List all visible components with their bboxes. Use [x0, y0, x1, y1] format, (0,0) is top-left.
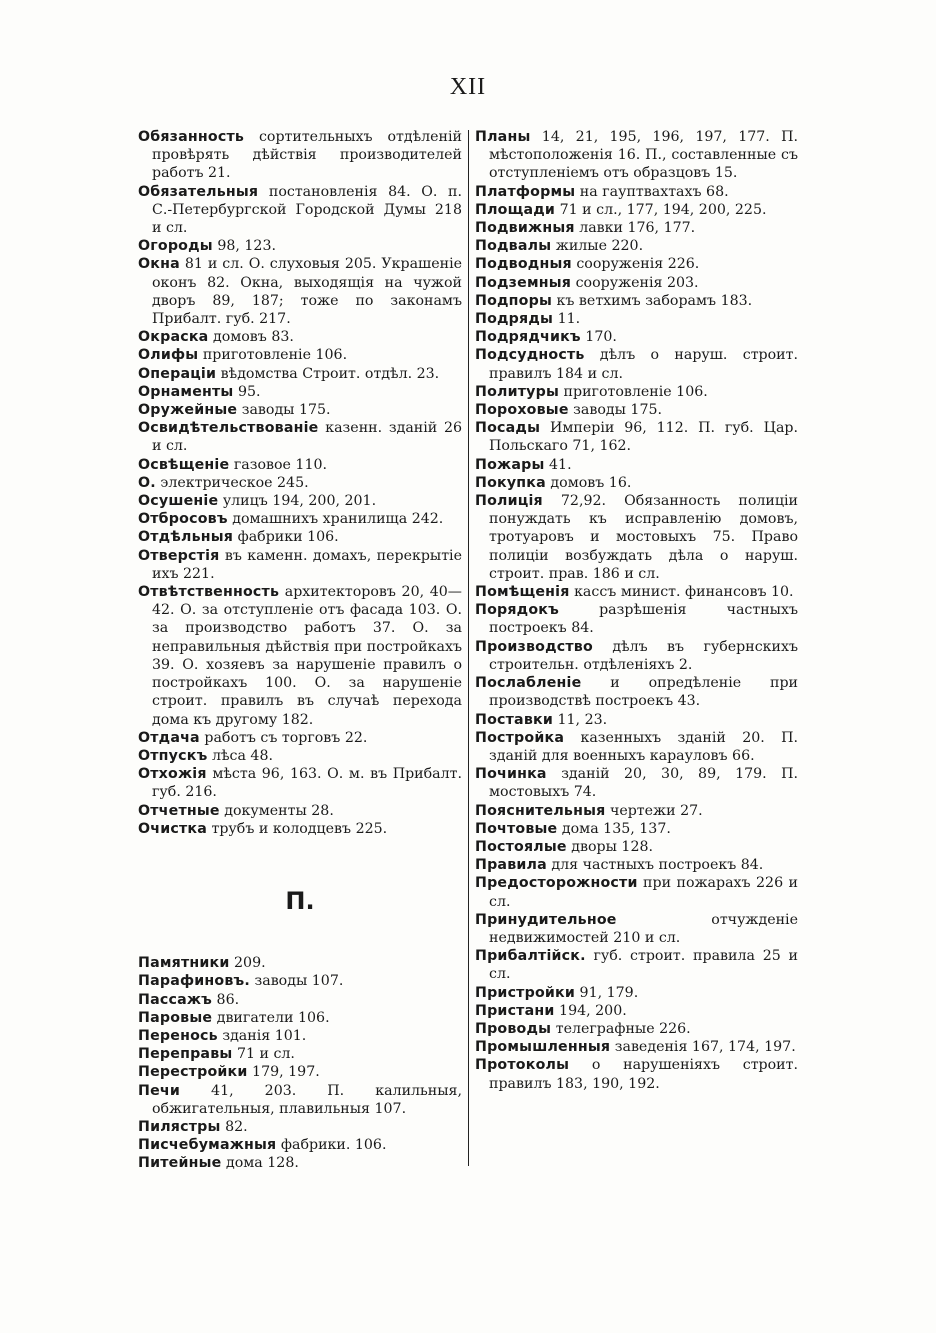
- index-entry-heading: Пилястры: [138, 1118, 221, 1135]
- index-entry: [475, 820, 798, 838]
- index-entry-references: документы 28.: [224, 802, 334, 819]
- index-entry: [138, 583, 462, 729]
- index-entry-heading: Политуры: [475, 383, 560, 400]
- index-entry: [138, 802, 462, 820]
- index-entry: [475, 802, 798, 820]
- index-entry-references: зданія 101.: [222, 1027, 307, 1044]
- index-entry-heading: Орнаменты: [138, 383, 234, 400]
- index-entry: [138, 328, 462, 346]
- index-entry-heading: Перестройки: [138, 1064, 248, 1081]
- index-entry: [475, 201, 798, 219]
- index-entry-references: домашнихъ хранилища 242.: [232, 511, 444, 528]
- index-entry-heading: Очистка: [138, 820, 207, 837]
- index-entry-heading: Отвѣтственность: [138, 584, 280, 601]
- index-entry: [475, 583, 798, 601]
- index-entry-references: на гауптвахтахъ 68.: [579, 183, 729, 200]
- index-entry-references: домовъ 16.: [550, 474, 632, 491]
- index-entry: [138, 1009, 462, 1027]
- index-entry-references: 41.: [549, 456, 572, 473]
- index-entry-references: разрѣшенія частныхъ построекъ 84.: [489, 602, 798, 637]
- index-entry-heading: Послабленіе: [475, 675, 582, 692]
- index-entry-references: 41, 203. П. калильныя, обжигательныя, плавильныя 107.: [152, 1082, 462, 1117]
- index-entry-heading: Печи: [138, 1082, 180, 1099]
- index-entry-references: 11.: [557, 311, 581, 328]
- index-entry-heading: Подвижныя: [475, 220, 575, 237]
- index-entry-heading: Перенось: [138, 1027, 218, 1044]
- index-entry-heading: Обязательныя: [138, 183, 259, 200]
- section-letter-p: П.: [285, 886, 315, 915]
- index-entry-heading: Обязанность: [138, 129, 245, 145]
- index-entry: [138, 972, 462, 990]
- index-entry-references: домовъ 83.: [212, 329, 294, 346]
- index-entry-heading: Писчебумажныя: [138, 1137, 277, 1154]
- index-entry: [138, 474, 462, 492]
- index-entry: [475, 838, 798, 856]
- index-entry-heading: Покупка: [475, 474, 546, 491]
- index-entry: [475, 346, 798, 382]
- index-entry-references: заводы 107.: [254, 973, 344, 990]
- page-number: XII: [449, 74, 487, 100]
- index-entry-heading: Промышленныя: [475, 1039, 611, 1056]
- index-entry-references: 71 и сл., 177, 194, 200, 225.: [559, 201, 767, 218]
- index-entry-heading: Площади: [475, 201, 556, 218]
- index-entry-references: при пожарахъ 226 и сл.: [489, 875, 798, 910]
- index-entry: [475, 474, 798, 492]
- index-entry: [138, 1082, 462, 1118]
- index-entry-references: 86.: [216, 991, 240, 1008]
- index-entry-heading: Отчетные: [138, 802, 220, 819]
- index-entry: [475, 874, 798, 910]
- index-entry: [475, 219, 798, 237]
- index-entry-heading: Отхожія: [138, 766, 207, 783]
- index-entry: [138, 954, 462, 972]
- index-entry-heading: Парафиновъ.: [138, 973, 250, 990]
- index-entry-references: къ ветхимъ заборамъ 183.: [556, 292, 753, 309]
- index-entry: [475, 292, 798, 310]
- index-entry: [475, 128, 798, 183]
- index-column-right: [475, 128, 798, 1093]
- index-entry-references: приготовленіе 106.: [202, 347, 348, 364]
- index-entry: [138, 419, 462, 455]
- index-entry-heading: Переправы: [138, 1046, 233, 1063]
- index-entry: [138, 346, 462, 364]
- index-entry: [475, 183, 798, 201]
- index-entry-references: дѣлъ въ губернскихъ строительн. отдѣленіяхъ 2.: [489, 638, 799, 673]
- index-entry-references: 179, 197.: [252, 1064, 320, 1081]
- index-entry-heading: Отбросовъ: [138, 511, 228, 528]
- index-entry-references: постановленія 84. О. п. С.-Петербургской Городской Думы 218 и сл.: [152, 183, 462, 237]
- index-entry: [138, 255, 462, 328]
- index-entry: [475, 419, 798, 455]
- index-entry-references: чертежи 27.: [609, 802, 703, 819]
- index-entry: [138, 1154, 462, 1172]
- index-entry-references: работъ съ торговъ 22.: [204, 729, 368, 746]
- index-entry-references: 11, 23.: [557, 711, 608, 728]
- index-entry-references: дѣлъ о наруш. строит. правилъ 184 и сл.: [489, 347, 798, 382]
- index-entry-heading: Подрядчикъ: [475, 329, 581, 346]
- index-entry-references: въ каменн. домахъ, перекрытіе ихъ 221.: [152, 547, 462, 582]
- index-entry-heading: Пристройки: [475, 984, 576, 1001]
- index-entry: [138, 365, 462, 383]
- index-entry-heading: Огороды: [138, 238, 213, 255]
- index-section-p-continued: [475, 128, 798, 1093]
- index-entry-references: фабрики 106.: [237, 529, 339, 546]
- index-entry-heading: Посады: [475, 420, 541, 437]
- index-entry-heading: Подводныя: [475, 256, 572, 273]
- index-entry: [138, 528, 462, 546]
- index-entry-references: 91, 179.: [579, 984, 639, 1001]
- index-entry-references: 71 и сл.: [236, 1046, 295, 1063]
- index-entry: [138, 1045, 462, 1063]
- index-entry-references: 82.: [225, 1118, 248, 1135]
- index-entry: [138, 820, 462, 838]
- index-entry: [475, 1002, 798, 1020]
- index-entry-references: улицъ 194, 200, 201.: [222, 493, 377, 510]
- index-entry-heading: Подпоры: [475, 292, 553, 309]
- index-entry-heading: Паровые: [138, 1009, 213, 1026]
- index-entry: [475, 456, 798, 474]
- index-entry-references: дворы 128.: [571, 838, 654, 855]
- index-entry-references: телеграфные 226.: [555, 1020, 691, 1037]
- index-entry: [475, 255, 798, 273]
- index-entry: [138, 183, 462, 238]
- index-entry: [138, 128, 462, 183]
- index-entry: [138, 237, 462, 255]
- index-entry: [475, 601, 798, 637]
- index-entry-references: зданій 20, 30, 89, 179. П. мостовыхъ 74.: [489, 766, 799, 801]
- index-entry-references: 194, 200.: [559, 1002, 627, 1019]
- index-entry-heading: Отверстія: [138, 547, 220, 564]
- index-entry: [475, 911, 798, 947]
- index-entry-references: трубъ и колодцевъ 225.: [211, 820, 388, 837]
- index-entry-heading: Производство: [475, 638, 593, 655]
- index-entry-heading: Подземныя: [475, 274, 572, 291]
- column-divider: [468, 130, 469, 1166]
- index-entry: [475, 638, 798, 674]
- index-entry: [475, 274, 798, 292]
- index-entry-references: дома 135, 137.: [561, 820, 671, 837]
- index-entry-heading: Постоялые: [475, 838, 567, 855]
- index-entry-heading: Оружейные: [138, 402, 238, 419]
- index-entry-references: 170.: [585, 329, 617, 346]
- index-entry-references: вѣдомства Строит. отдѣл. 23.: [220, 365, 440, 382]
- index-entry: [475, 765, 798, 801]
- index-entry-heading: Починка: [475, 766, 547, 783]
- index-entry-heading: Подвалы: [475, 238, 552, 255]
- index-entry-references: губ. строит. правила 25 и сл.: [489, 948, 798, 983]
- index-entry-references: заводы 175.: [241, 402, 331, 419]
- index-entry-heading: Полиція: [475, 493, 543, 510]
- index-entry: [475, 729, 798, 765]
- index-entry-references: сортительныхъ отдѣленій провѣрять дѣйствія производителей работъ 21.: [152, 129, 463, 182]
- index-entry-references: мѣста 96, 163. О. м. въ Прибалт. губ. 216.: [152, 766, 462, 801]
- index-entry-heading: Проводы: [475, 1020, 552, 1037]
- index-entry: [138, 456, 462, 474]
- index-entry-references: дома 128.: [225, 1155, 299, 1172]
- index-entry-heading: Пожары: [475, 456, 545, 473]
- index-entry-heading: Почтовые: [475, 820, 558, 837]
- index-entry-references: сооруженія 203.: [575, 274, 699, 291]
- index-entry-heading: Протоколы: [475, 1057, 570, 1074]
- index-entry-references: казенныхъ зданій 20. П. зданій для военныхъ карауловъ 66.: [489, 729, 798, 764]
- index-entry-references: 72,92. Обязанность полиціи понуждать къ исправленію домовъ, тротуаровъ и мостовыхъ 75. Право полиціи возбуждать дѣла о наруш. строит. прав. 186 и сл.: [489, 493, 798, 582]
- index-entry-references: двигатели 106.: [216, 1009, 330, 1026]
- index-entry-heading: Пороховые: [475, 402, 569, 419]
- index-column-left: [138, 128, 462, 1173]
- index-entry-heading: Подсудность: [475, 347, 585, 364]
- index-entry-references: кассъ минист. финансовъ 10.: [574, 584, 794, 601]
- index-entry-references: жилые 220.: [555, 238, 644, 255]
- index-entry-heading: Помѣщенія: [475, 584, 570, 601]
- index-entry: [138, 510, 462, 528]
- index-entry: [138, 729, 462, 747]
- index-entry-references: лавки 176, 177.: [579, 220, 696, 237]
- index-entry-heading: Олифы: [138, 347, 199, 364]
- index-entry-heading: О.: [138, 474, 156, 491]
- index-entry-heading: Осушеніе: [138, 493, 219, 510]
- index-entry: [138, 765, 462, 801]
- index-entry-references: 209.: [234, 955, 266, 972]
- index-section-o: [138, 128, 462, 838]
- index-entry: [138, 1136, 462, 1154]
- index-entry: [138, 401, 462, 419]
- index-entry-references: для частныхъ построекъ 84.: [551, 857, 764, 874]
- index-entry-references: 98, 123.: [217, 238, 276, 255]
- index-entry-references: 81 и сл. О. слуховыя 205. Украшеніе оконъ 82. Окна, выходящія на чужой дворъ 89, 187; тоже по законамъ Прибалт. губ. 217.: [152, 256, 463, 328]
- index-entry-heading: Питейные: [138, 1155, 222, 1172]
- index-section-p: [138, 954, 462, 1172]
- index-entry: [475, 1020, 798, 1038]
- index-entry: [475, 401, 798, 419]
- index-entry: [475, 1056, 798, 1092]
- index-entry-references: и опредѣленіе при производствѣ построекъ 43.: [489, 675, 798, 710]
- index-entry-references: архитекторовъ 20, 40—42. О. за отступленіе отъ фасада 103. О. за производство работъ 37. О. за неправильныя дѣйствія при постройкахъ 39. О. хозяевъ за нарушеніе правилъ о постройкахъ 100. О. за нарушеніе строит. правилъ въ случаѣ перехода дома къ другому 182.: [152, 584, 462, 728]
- index-entry-heading: Окраска: [138, 329, 209, 346]
- index-entry-heading: Освидѣтельствованіе: [138, 420, 319, 437]
- index-entry-heading: Отдача: [138, 729, 200, 746]
- index-entry-heading: Планы: [475, 129, 531, 145]
- index-entry-references: сооруженія 226.: [576, 256, 700, 273]
- index-entry-heading: Порядокъ: [475, 602, 559, 619]
- index-entry: [138, 1027, 462, 1045]
- index-entry-references: лѣса 48.: [211, 747, 273, 764]
- index-entry-references: газовое 110.: [233, 456, 328, 473]
- index-entry-references: 14, 21, 195, 196, 197, 177. П. мѣстоположенія 16. П., составленные съ отступленіемъ отъ образцовъ 15.: [489, 129, 798, 182]
- index-entry-heading: Прибалтійск.: [475, 948, 586, 965]
- index-entry-heading: Освѣщеніе: [138, 456, 230, 473]
- index-entry: [475, 711, 798, 729]
- index-entry: [475, 947, 798, 983]
- index-entry: [475, 492, 798, 583]
- index-entry: [138, 747, 462, 765]
- index-entry: [138, 991, 462, 1009]
- index-entry: [475, 1038, 798, 1056]
- index-entry-heading: Поставки: [475, 711, 553, 728]
- index-entry: [475, 383, 798, 401]
- index-entry-references: электрическое 245.: [160, 474, 309, 491]
- index-entry-heading: Операціи: [138, 365, 217, 382]
- index-entry-references: Имперіи 96, 112. П. губ. Цар. Польскаго 71, 162.: [489, 420, 798, 455]
- index-entry: [475, 984, 798, 1002]
- index-entry-heading: Отпускъ: [138, 747, 208, 764]
- index-entry-references: приготовленіе 106.: [563, 383, 708, 400]
- index-entry: [475, 856, 798, 874]
- index-entry: [475, 237, 798, 255]
- index-entry-references: фабрики. 106.: [280, 1137, 387, 1154]
- index-entry-references: отчужденіе недвижимостей 210 и сл.: [489, 911, 798, 946]
- index-entry-heading: Памятники: [138, 955, 230, 972]
- index-entry-heading: Принудительное: [475, 911, 617, 928]
- index-entry-references: заведенія 167, 174, 197.: [614, 1039, 796, 1056]
- index-entry: [475, 310, 798, 328]
- index-entry: [138, 383, 462, 401]
- index-entry-heading: Платформы: [475, 183, 576, 200]
- index-entry-heading: Пристани: [475, 1002, 555, 1019]
- index-entry-references: казенн. зданій 26 и сл.: [152, 420, 462, 455]
- index-entry-heading: Отдѣльныя: [138, 529, 234, 546]
- index-entry: [475, 674, 798, 710]
- index-entry-heading: Окна: [138, 256, 180, 273]
- index-entry-heading: Пояснительныя: [475, 802, 606, 819]
- index-entry: [138, 547, 462, 583]
- index-entry-heading: Постройка: [475, 729, 565, 746]
- index-entry-heading: Подряды: [475, 311, 554, 328]
- index-entry-references: 95.: [237, 383, 261, 400]
- index-entry-references: о нарушеніяхъ строит. правилъ 183, 190, 192.: [489, 1057, 798, 1092]
- index-entry: [138, 1118, 462, 1136]
- index-entry-heading: Правила: [475, 857, 547, 874]
- index-entry-references: заводы 175.: [573, 402, 663, 419]
- index-entry-heading: Предосторожности: [475, 875, 638, 892]
- index-entry-heading: Пассажъ: [138, 991, 213, 1008]
- index-entry: [138, 1063, 462, 1081]
- index-entry: [138, 492, 462, 510]
- index-entry: [475, 328, 798, 346]
